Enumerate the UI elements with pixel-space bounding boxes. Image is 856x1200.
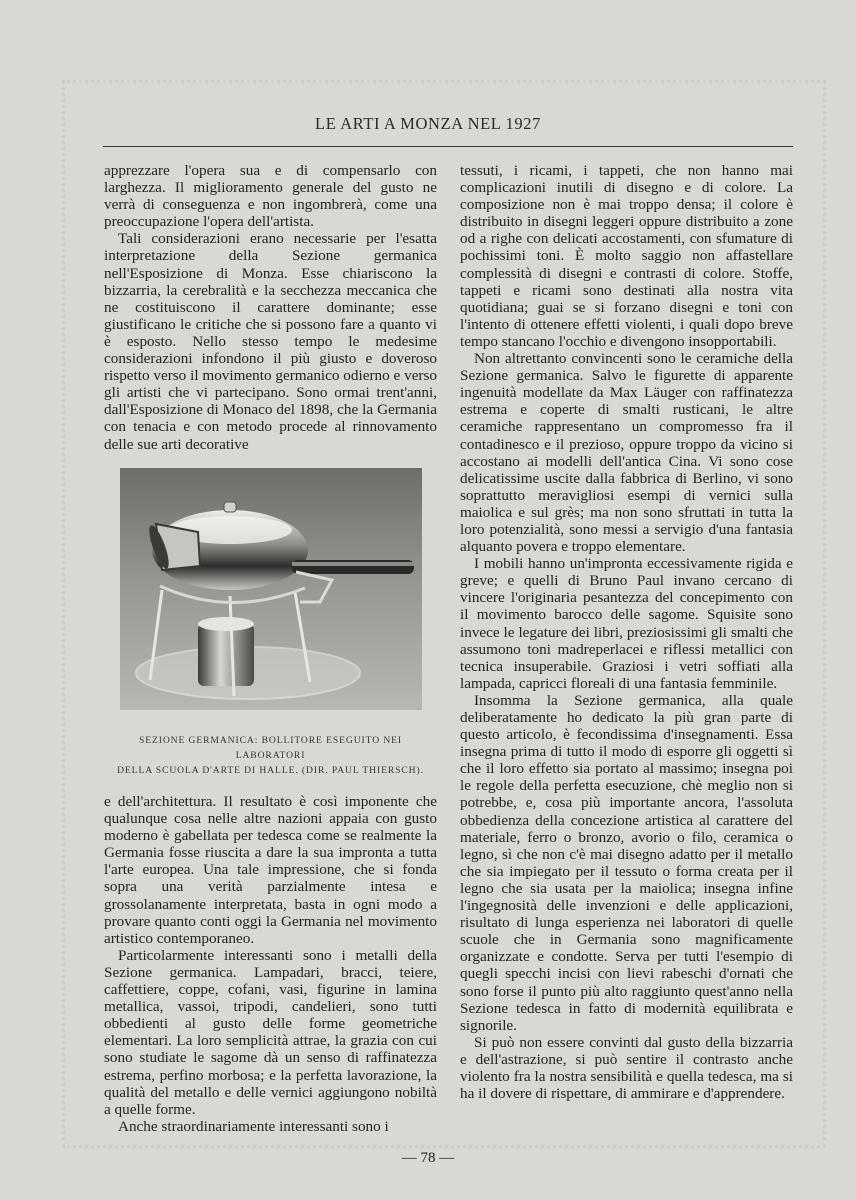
paragraph: I mobili hanno un'impronta eccessivamente rigida e greve; e quelli di Bruno Paul invano cercano di vincere l'originaria pesantezza del concepimento con il movimento barocco delle sagome. Squisite sono invece le legature dei libri, preziosissimi gli smalti che assumono toni madreperlacei e riflessi metallici con tecnica insuperabile. Graziosi i vetri soffiati alla lampada, capricci floreali di una fantasia femminile.: [460, 555, 793, 692]
figure-caption: [104, 733, 437, 778]
left-column-top: [104, 162, 437, 453]
caption-line: DELLA SCUOLA D'ARTE DI HALLE. (DIR. PAUL THIERSCH).: [117, 765, 424, 776]
paragraph: apprezzare l'opera sua e di compensarlo con larghezza. Il miglioramento generale del gusto ne verrà di conseguenza e non ingombrerà, come una preoccupazione l'opera dell'artista.: [104, 162, 437, 231]
kettle-photograph: [120, 468, 422, 710]
paragraph: e dell'architettura. Il resultato è così imponente che qualunque cosa nelle altre nazioni appaia con gusto moderno è gabellata per tedesca come se realmente la Germania fosse riuscita a dare la sua impronta a tutta l'arte europea. Una tale impressione, che si fonda sopra una verità parzialmente intesa e grossolanamente interpretata, basta in ogni modo a provare quanto conti oggi la Germania nel movimento artistico contemporaneo.: [104, 793, 437, 947]
paragraph: Particolarmente interessanti sono i metalli della Sezione germanica. Lampadari, bracci, teiere, caffettiere, coppe, cofani, vasi, figurine in lamina metallica, vassoi, tripodi, candelieri, sono tutti obbedienti al gusto delle forme geometriche elementari. La loro semplicità attrae, la grazia con cui sono studiate le sagome dà un senso di raffinatezza estrema, perfino morbosa; e la perfetta lavorazione, la qualità del metallo e delle vernici aggiungono nobiltà a quelle forme.: [104, 946, 437, 1118]
kettle-illustration: [120, 468, 422, 710]
paragraph: Non altrettanto convincenti sono le ceramiche della Sezione germanica. Salvo le figurette di apparente ingenuità modellate da Max Läuger con raffinatezza estrema e coperte di smalti rusticani, le altre ceramiche rappresentano un compromesso fra il contadinesco e il prezioso, oppure troppo da vicino si accostano ai modelli dell'antica Cina. Vi sono cose delicatissime uscite dalla fabbrica di Berlino, vi sono soprattutto meravigliosi esempi di vernici sulla maiolica e sul grès; ma non sono sfruttati in tutta la loro potenzialità, sono messi a servigio d'una fantasia alquanto povera e troppo elementare.: [460, 350, 793, 556]
paragraph: Insomma la Sezione germanica, alla quale deliberatamente ho dedicato la più gran parte di questo articolo, è fecondissima d'insegnamenti. Essa insegna prima di tutto il modo di esporre gli oggetti sì che il loro effetto sia portato al massimo; insegna poi le regole della perfetta esecuzione, chè meglio non si potrebbe, e, cosa più importante ancora, l'assoluta obbedienza della concezione artistica al carattere del materiale, ferro o bronzo, avorio o filo, ceramica o legno, sì che non c'è mai disegno adatto per il metallo che sia impiegato per il tessuto o forma creata per il legno che sia usata per la maiolica; insegna infine l'ingegnosità delle invenzioni e delle applicazioni, risultato di lunga esperienza nei laboratori di quelle scuole che in Germania sono magnificamente organizzate e condotte. Serva per tutti l'esempio di quegli specchi incisi con lievi rabeschi d'ornati che sono forse il punto più alto raggiunto quest'anno nella Sezione tedesca in fatto di modernità equilibrata e signorile.: [460, 691, 793, 1034]
paragraph: Si può non essere convinti dal gusto della bizzarria e dell'astrazione, si può sentire il contrasto anche violento fra la nostra sensibilità e quella tedesca, ma si ha il dovere di rispettare, di ammirare e d'apprendere.: [460, 1033, 793, 1103]
paragraph: Anche straordinariamente interessanti sono i: [118, 1117, 389, 1135]
caption-line: SEZIONE GERMANICA: BOLLITORE ESEGUITO NEI LABORATORI: [138, 735, 403, 761]
left-column-bottom: [104, 793, 437, 1135]
header-rule: [103, 146, 793, 147]
right-column: [460, 162, 793, 1102]
paragraph: tessuti, i ricami, i tappeti, che non hanno mai complicazioni inutili di disegno e di colore. La composizione non è mai troppo densa; il colore è distribuito in disegni leggeri oppure distribuito a zone od a righe con delicati accostamenti, con sfumature di pochissimi toni. È molto saggio non affastellare complessità di disegni e contrasti di colore. Stoffe, tappeti e ricami sono destinati alla nostra vita quotidiana; guai se si forzano disegni e toni con l'intento di ottenere effetti violenti, i quali dopo breve tempo stancano l'occhio e divengono insopportabili.: [460, 162, 793, 350]
running-title: LE ARTI A MONZA NEL 1927: [315, 114, 541, 133]
page-number: — 78 —: [401, 1150, 455, 1166]
paragraph: Tali considerazioni erano necessarie per l'esatta interpretazione della Sezione germanica nell'Esposizione di Monza. Esse chiariscono la bizzarria, la cerebralità e la secchezza meccanica che ne costituiscono il carattere dominante; esse giustificano le critiche che si possono fare a quanto vi è esposto. Nello stesso tempo le medesime considerazioni infondono il più giusto e doveroso rispetto verso il movimento germanico odierno e verso gli artisti che vi partecipano. Sono ormai trent'anni, dall'Esposizione di Monaco del 1898, che la Germania con tenacia e con metodo procede al rinnovamento delle sue arti decorative: [104, 230, 437, 453]
